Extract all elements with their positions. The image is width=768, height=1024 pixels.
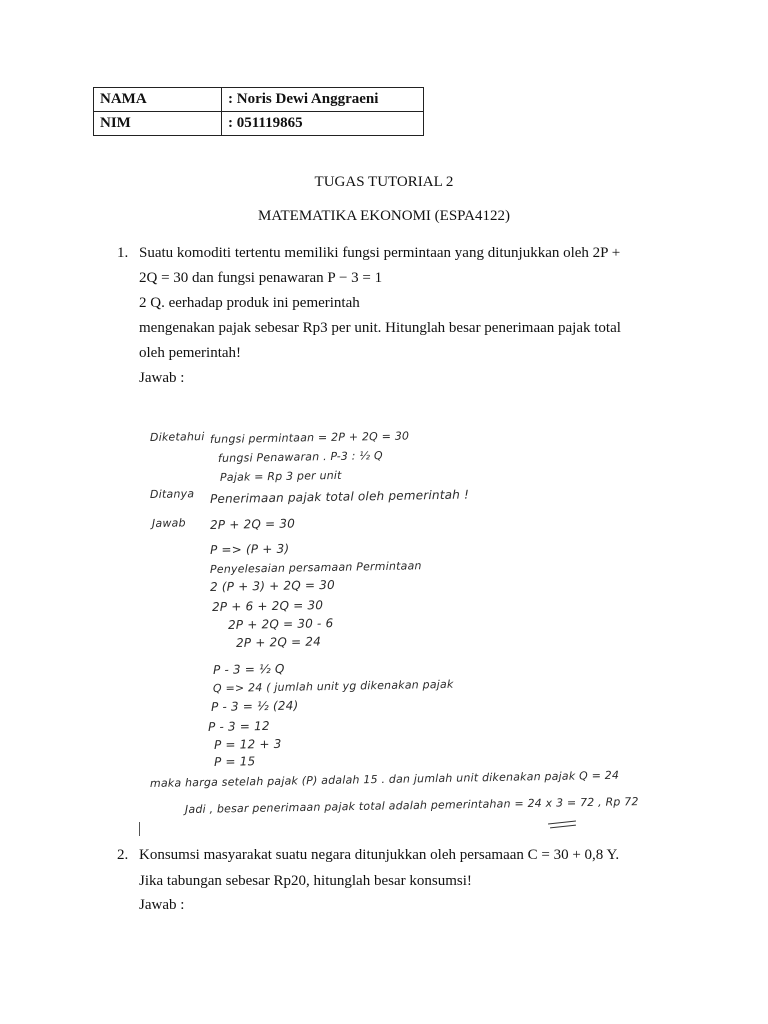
question-line: Konsumsi masyarakat suatu negara ditunjukkan oleh persamaan C = 30 + 0,8 Y.: [139, 847, 620, 863]
handwritten-margin-mark: [139, 822, 140, 836]
handwritten-step: Q => 24 ( jumlah unit yg dikenakan pajak: [212, 677, 454, 695]
handwritten-conclusion: maka harga setelah pajak (P) adalah 15 . dan jumlah unit dikenakan pajak Q = 24: [149, 768, 620, 790]
handwritten-step: P - 3 = ½ (24): [210, 698, 299, 714]
question-line: Jika tabungan sebesar Rp20, hitunglah besar konsumsi!: [139, 873, 472, 889]
handwritten-known-line: Pajak = Rp 3 per unit: [219, 468, 342, 484]
question-line: 2 Q. eerhadap produk ini pemerintah: [139, 295, 360, 311]
handwritten-jawab-label: Jawab: [151, 516, 186, 530]
page-title: TUGAS TUTORIAL 2: [314, 174, 454, 190]
question-number: 2.: [117, 847, 129, 863]
name-value: : Noris Dewi Anggraeni: [222, 88, 424, 112]
handwritten-step: P = 15: [213, 754, 256, 769]
page-subtitle: MATEMATIKA EKONOMI (ESPA4122): [258, 208, 510, 224]
handwritten-step: P = 12 + 3: [213, 736, 282, 752]
handwritten-step: P - 3 = ½ Q: [212, 661, 285, 677]
identity-row-name: [94, 88, 424, 112]
handwritten-diketahui-label: Diketahui: [149, 430, 205, 444]
handwritten-step: 2P + 6 + 2Q = 30: [211, 598, 324, 614]
question-line: mengenakan pajak sebesar Rp3 per unit. Hitunglah besar penerimaan pajak total: [139, 320, 621, 336]
identity-row-nim: [94, 112, 424, 136]
name-label: NAMA: [94, 88, 222, 112]
handwritten-ditanya-label: Ditanya: [149, 487, 195, 501]
handwritten-step: 2P + 2Q = 30: [209, 516, 296, 532]
handwritten-known-line: fungsi Penawaran . P-3 : ½ Q: [217, 449, 383, 465]
question-number: 1.: [117, 245, 129, 261]
question-line: 2Q = 30 dan fungsi penawaran P − 3 = 1: [139, 270, 383, 286]
nim-value: : 051119865: [222, 112, 424, 136]
handwritten-conclusion: Jadi , besar penerimaan pajak total adalah pemerintahan = 24 x 3 = 72 , Rp 72: [184, 795, 639, 816]
handwritten-step: 2 (P + 3) + 2Q = 30: [209, 577, 335, 594]
handwritten-known-line: fungsi permintaan = 2P + 2Q = 30: [209, 429, 410, 446]
identity-table: [93, 87, 424, 136]
handwritten-asked-line: Penerimaan pajak total oleh pemerintah !: [209, 487, 470, 506]
answer-label: Jawab :: [139, 370, 185, 386]
handwritten-step: P => (P + 3): [209, 541, 290, 557]
answer-label: Jawab :: [139, 897, 185, 913]
handwritten-step: 2P + 2Q = 24: [235, 634, 322, 650]
nim-label: NIM: [94, 112, 222, 136]
question-line: Suatu komoditi tertentu memiliki fungsi permintaan yang ditunjukkan oleh 2P +: [139, 245, 621, 261]
handwritten-step: 2P + 2Q = 30 - 6: [227, 616, 334, 632]
question-line: oleh pemerintah!: [139, 345, 242, 361]
handwritten-step: P - 3 = 12: [207, 718, 270, 734]
handwritten-step: Penyelesaian persamaan Permintaan: [209, 559, 422, 576]
